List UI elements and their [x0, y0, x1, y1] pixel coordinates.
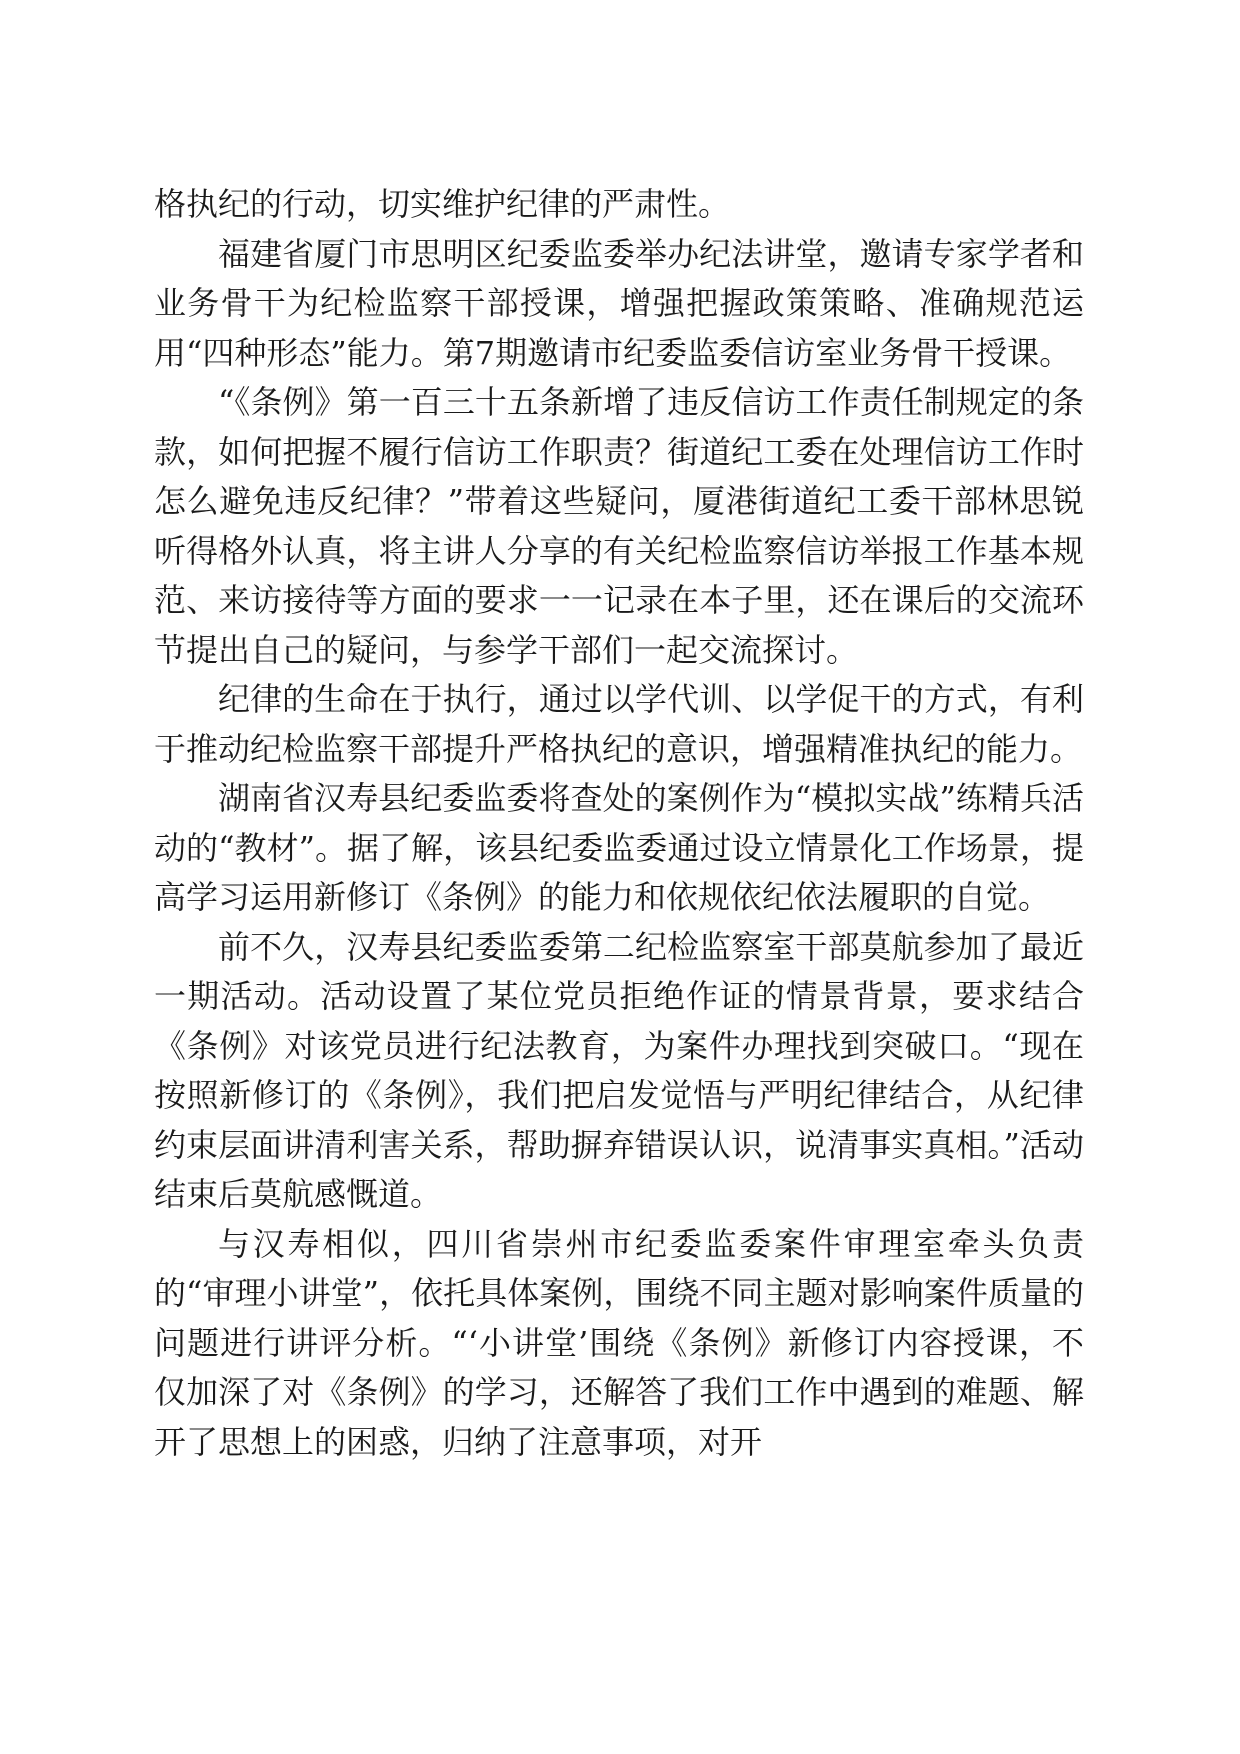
paragraph-continuation: 格执纪的行动，切实维护纪律的严肃性。 — [154, 185, 731, 223]
paragraph-hanshou-training: 湖南省汉寿县纪委监委将查处的案例作为“模拟实战”练精兵活动的“教材”。据了解，该县纪委监委通过设立情景化工作场景，提高学习运用新修订《条例》的能力和依规依纪依法履职的自觉。 — [154, 779, 1084, 916]
paragraph-petition-quote: “《条例》第一百三十五条新增了违反信访工作责任制规定的条款，如何把握不履行信访工作职责？街道纪工委在处理信访工作时怎么避免违反纪律？”带着这些疑问，厦港街道纪工委干部林思锐听得格外认真，将主讲人分享的有关纪检监察信访举报工作基本规范、来访接待等方面的要求一一记录在本子里，还在课后的交流环节提出自己的疑问，与参学干部们一起交流探讨。 — [154, 383, 1084, 669]
paragraph-xiamen-lecture: 福建省厦门市思明区纪委监委举办纪法讲堂，邀请专家学者和业务骨干为纪检监察干部授课，增强把握政策策略、准确规范运用“四种形态”能力。第7期邀请市纪委监委信访室业务骨干授课。 — [154, 234, 1084, 372]
paragraph-mohang-activity: 前不久，汉寿县纪委监委第二纪检监察室干部莫航参加了最近一期活动。活动设置了某位党员拒绝作证的情景背景，要求结合《条例》对该党员进行纪法教育，为案件办理找到突破口。“现在按照新修订的《条例》，我们把启发觉悟与严明纪律结合，从纪律约束层面讲清利害关系，帮助摒弃错误认识，说清事实真相。”活动结束后莫航感慨道。 — [154, 927, 1084, 1213]
paragraph-discipline-execution: 纪律的生命在于执行，通过以学代训、以学促干的方式，有利于推动纪检监察干部提升严格执纪的意识，增强精准执纪的能力。 — [154, 680, 1084, 768]
paragraph-chongzhou-lecture: 与汉寿相似，四川省崇州市纪委监委案件审理室牵头负责的“审理小讲堂”，依托具体案例，围绕不同主题对影响案件质量的问题进行讲评分析。“‘小讲堂’围绕《条例》新修订内容授课，不仅加深了对《条例》的学习，还解答了我们工作中遇到的难题、解开了思想上的困惑，归纳了注意事项，对开 — [154, 1224, 1084, 1461]
document-body — [154, 180, 1084, 1467]
